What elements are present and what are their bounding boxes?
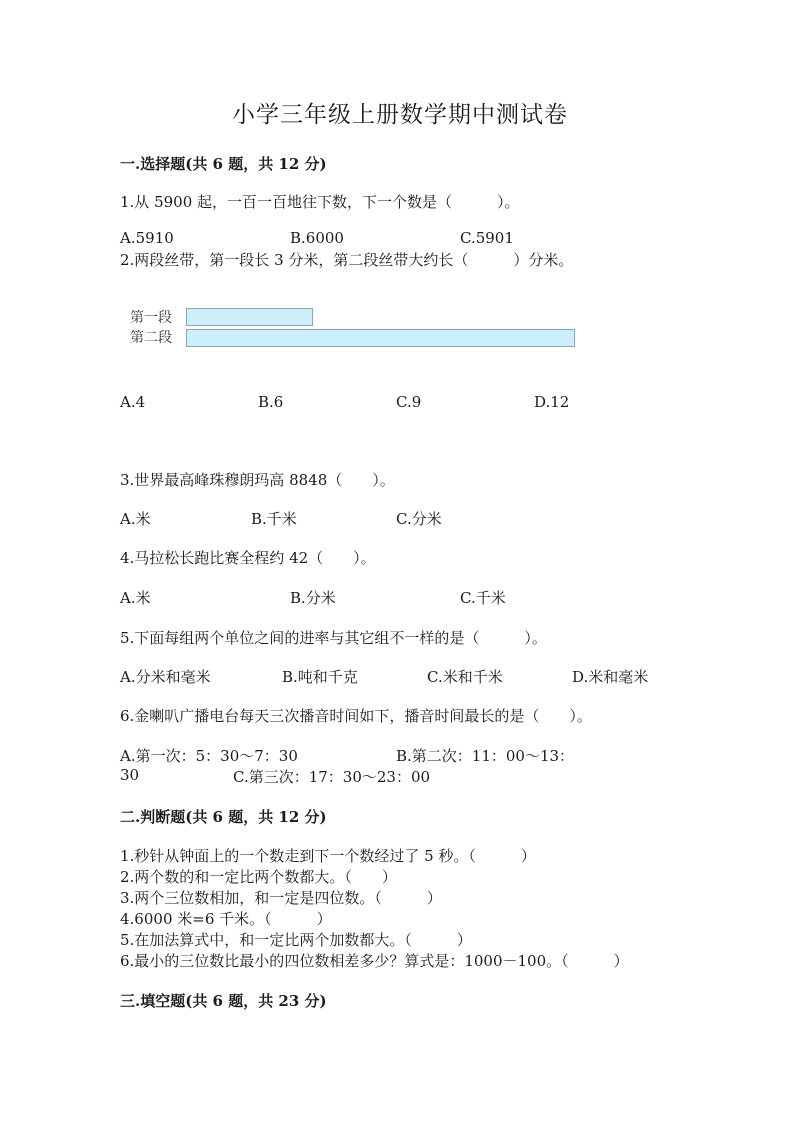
judge-item-2: 2.两个数的和一定比两个数都大。（ ） bbox=[120, 868, 397, 886]
question-6-text: 6.金喇叭广播电台每天三次播音时间如下，播音时间最长的是（ ）。 bbox=[120, 707, 592, 725]
question-2-option-a: A.4 bbox=[120, 393, 146, 411]
question-4-option-a: A.米 bbox=[120, 589, 151, 607]
question-2-text: 2.两段丝带，第一段长 3 分米，第二段丝带大约长（ ）分米。 bbox=[120, 251, 574, 269]
section-heading-true-false: 二.判断题(共 6 题，共 12 分) bbox=[120, 808, 327, 826]
question-5-text: 5.下面每组两个单位之间的进率与其它组不一样的是（ ）。 bbox=[120, 629, 547, 647]
judge-item-5: 5.在加法算式中，和一定比两个加数都大。（ ） bbox=[120, 931, 472, 949]
question-5-option-d: D.米和毫米 bbox=[572, 668, 649, 686]
question-5-option-c: C.米和千米 bbox=[427, 668, 503, 686]
question-2-option-d: D.12 bbox=[534, 393, 570, 411]
judge-item-1: 1.秒针从钟面上的一个数走到下一个数经过了 5 秒。（ ） bbox=[120, 847, 536, 865]
question-2-option-c: C.9 bbox=[396, 393, 422, 411]
question-4-text: 4.马拉松长跑比赛全程约 42（ ）。 bbox=[120, 549, 376, 567]
question-3-option-c: C.分米 bbox=[396, 510, 442, 528]
question-3-option-b: B.千米 bbox=[251, 510, 297, 528]
question-3-option-a: A.米 bbox=[120, 510, 151, 528]
judge-item-3: 3.两个三位数相加，和一定是四位数。（ ） bbox=[120, 889, 442, 907]
judge-item-6: 6.最小的三位数比最小的四位数相差多少？算式是：1000－100。（ ） bbox=[120, 952, 629, 970]
question-6-option-c: C.第三次：17：30～23：00 bbox=[233, 768, 431, 786]
question-1-option-a: A.5910 bbox=[120, 229, 174, 247]
page-title: 小学三年级上册数学期中测试卷 bbox=[232, 102, 568, 128]
question-6-option-b: B.第二次：11：00～13： bbox=[396, 747, 575, 765]
question-6-option-a: A.第一次：5：30～7：30 bbox=[120, 747, 298, 765]
question-2-option-b: B.6 bbox=[258, 393, 284, 411]
segment-2-label: 第二段 bbox=[130, 330, 172, 346]
segment-1-label: 第一段 bbox=[130, 310, 172, 326]
question-1-option-c: C.5901 bbox=[460, 229, 514, 247]
ribbon-segment-1-bar bbox=[186, 308, 313, 326]
question-5-option-b: B.吨和千克 bbox=[282, 668, 358, 686]
question-4-option-c: C.千米 bbox=[460, 589, 506, 607]
question-3-text: 3.世界最高峰珠穆朗玛高 8848（ ）。 bbox=[120, 471, 395, 489]
section-heading-choice: 一.选择题(共 6 题，共 12 分) bbox=[120, 155, 327, 173]
section-heading-fill-blank: 三.填空题(共 6 题，共 23 分) bbox=[120, 992, 327, 1010]
question-4-option-b: B.分米 bbox=[290, 589, 336, 607]
question-1-option-b: B.6000 bbox=[290, 229, 344, 247]
ribbon-segment-2-bar bbox=[186, 329, 575, 347]
question-5-option-a: A.分米和毫米 bbox=[120, 668, 211, 686]
question-6-option-b-continued: 30 bbox=[120, 766, 140, 784]
question-1-text: 1.从 5900 起，一百一百地往下数，下一个数是（ ）。 bbox=[120, 193, 520, 211]
judge-item-4: 4.6000 米=6 千米。（ ） bbox=[120, 910, 332, 928]
